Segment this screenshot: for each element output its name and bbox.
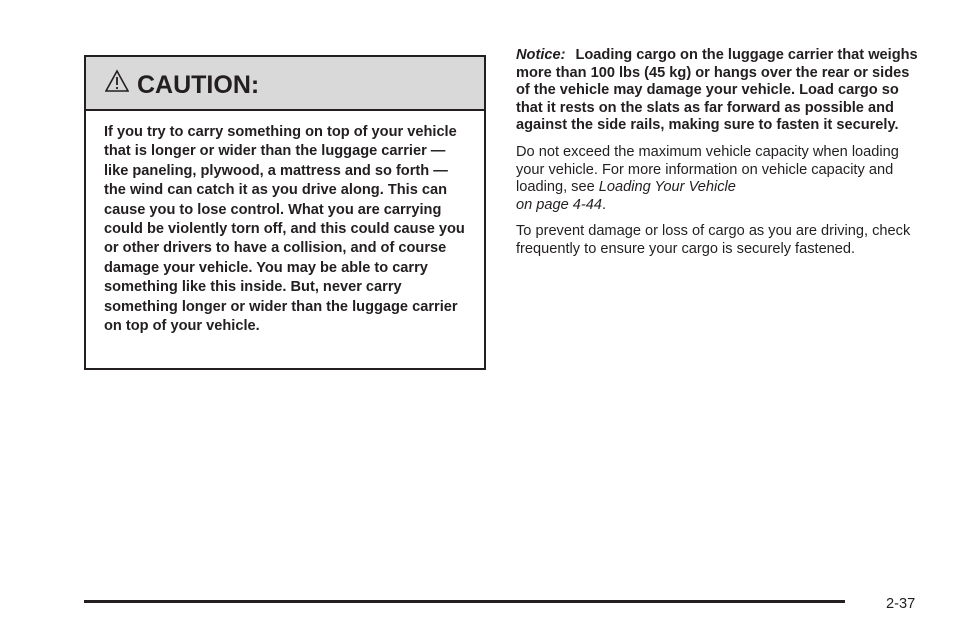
caution-title: CAUTION: xyxy=(137,70,260,99)
notice-paragraph xyxy=(516,47,926,135)
footer-rule xyxy=(84,600,845,603)
caution-body-text: If you try to carry something on top of your vehicle that is longer or wider than the luggage carrier — like paneling, plywood, a mattress and so forth — the wind can catch it as you drive along. This can cause you to lose control. What you are carrying could be violently torn off, and this could cause you or other drivers to have a collision, and of course damage your vehicle. You may be able to carry something like this inside. But, never carry something longer or wider than the luggage carrier on top of your vehicle. xyxy=(104,124,465,335)
right-column xyxy=(516,47,926,268)
capacity-end: . xyxy=(602,196,607,213)
cross-reference-title: Loading Your Vehicle xyxy=(598,179,736,196)
prevent-paragraph: To prevent damage or loss of cargo as you are driving, check frequently to ensure your cargo is securely fastened. xyxy=(516,223,911,257)
notice-text: Loading cargo on the luggage carrier that weighs more than 100 lbs (45 kg) or hangs over the rear or sides of the vehicle may damage your vehicle. Load cargo so that it rests on the slats as far forward as possible and against the side rails, making sure to fasten it securely. xyxy=(516,47,918,134)
capacity-paragraph xyxy=(516,144,926,214)
cross-reference-page: on page 4-44 xyxy=(516,196,603,213)
notice-label: Notice: xyxy=(516,47,566,63)
page-number: 2-37 xyxy=(886,596,916,612)
caution-header xyxy=(86,57,484,111)
caution-box xyxy=(84,55,486,370)
warning-triangle-icon xyxy=(105,69,129,93)
capacity-text: Do not exceed the maximum vehicle capacity when loading your vehicle. For more information on vehicle capacity and loading, see xyxy=(516,143,899,196)
